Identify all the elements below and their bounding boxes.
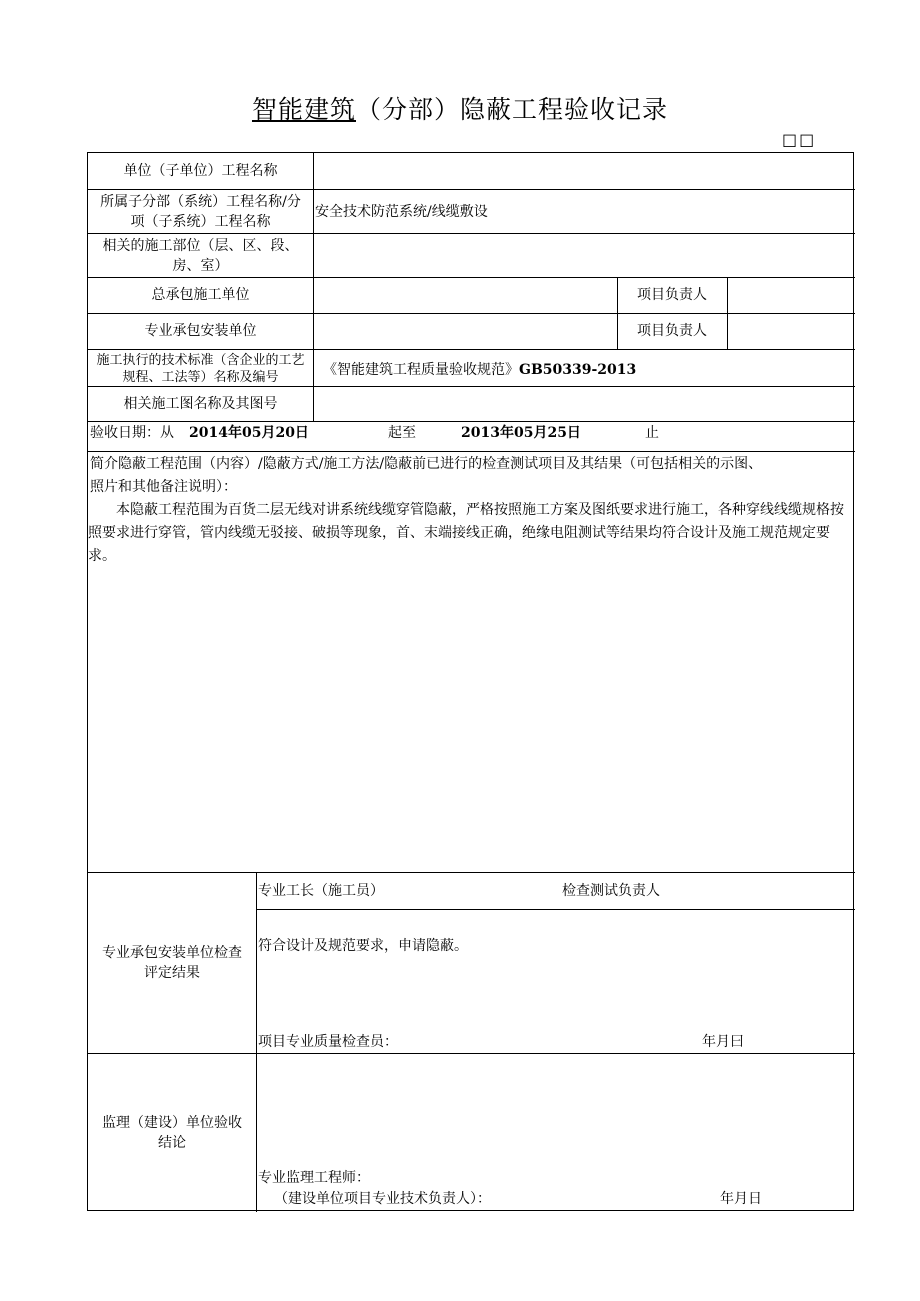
description-heading: 简介隐蔽工程范围（内容）/隐蔽方式/施工方法/隐蔽前已进行的检查测试项目及其结果（可包括相关的示图、 照片和其他备注说明）：: [90, 456, 763, 495]
tester-label: 检查测试负责人: [562, 883, 660, 899]
page-title: [0, 90, 920, 126]
standard-code: GB50339-2013: [519, 362, 637, 378]
standard-label-line1: 施工执行的技术标准（含企业的工艺: [96, 353, 305, 368]
sub-division-label-line1: 所属子分部（系统）工程名称/分: [100, 194, 301, 210]
acceptance-date-suffix: 止: [645, 425, 659, 441]
quality-inspector-label: 项目专业质量检查员：: [258, 1034, 398, 1050]
title-rest: （分部）隐蔽工程验收记录: [356, 95, 669, 124]
inspection-result[interactable]: 符合设计及规范要求，申请隐蔽。: [258, 938, 468, 954]
sub-division-label-line2: 项（子系统）工程名称: [130, 214, 271, 230]
general-contractor-pm-label: 项目负责人: [637, 287, 707, 303]
drawing-label: 相关施工图名称及其图号: [123, 396, 278, 412]
location-label-line1: 相关的施工部位（层、区、段、: [102, 238, 299, 254]
sub-division-label: [88, 192, 313, 232]
location-label-line2: 房、室）: [172, 258, 229, 274]
standard-name: 《智能建筑工程质量验收规范》: [323, 362, 519, 378]
standard-label: [88, 352, 313, 386]
inspection-date: 年月曰: [702, 1034, 744, 1050]
supervision-label-line2: 结论: [158, 1135, 186, 1151]
specialty-contractor-pm-label: 项目负责人: [637, 323, 707, 339]
standard-value[interactable]: [323, 360, 636, 380]
inspection-label: [88, 943, 256, 983]
location-label: [88, 236, 313, 276]
supervision-date: 年月日: [720, 1191, 762, 1207]
description-block: [88, 453, 855, 568]
acceptance-date-from[interactable]: 2014年05月20日: [189, 425, 309, 441]
description-body[interactable]: 本隐蔽工程范围为百货二层无线对讲系统线缆穿管隐蔽，严格按照施工方案及图纸要求进行施工，各种穿线线缆规格按照要求进行穿管，管内线缆无驳接、破损等现象，首、末端接线正确，绝缘电阻测试等结果均符合设计及施工规范规定要求。: [88, 502, 844, 564]
supervision-engineer-label: 专业监理工程师：: [258, 1170, 370, 1186]
inspection-label-line2: 评定结果: [144, 965, 200, 981]
specialty-contractor-label: 专业承包安装单位: [144, 323, 257, 339]
unit-project-label: 单位（子单位）工程名称: [123, 163, 278, 179]
title-domain: 智能建筑: [251, 95, 356, 124]
acceptance-date-to[interactable]: 2013年05月25日: [461, 425, 581, 441]
supervision-label-line1: 监理（建设）单位验收: [102, 1115, 242, 1131]
acceptance-form: [87, 152, 854, 1211]
supervision-label: [88, 1113, 256, 1153]
sub-division-value[interactable]: 安全技术防范系统/线缆敷设: [315, 204, 488, 220]
general-contractor-label: 总承包施工单位: [151, 287, 250, 303]
acceptance-date-mid: 起至: [388, 425, 416, 441]
owner-rep-label: （建设单位项目专业技术负责人）：: [274, 1191, 491, 1207]
form-code-box: □□: [782, 130, 817, 149]
standard-label-line2: 规程、工法等）名称及编号: [122, 370, 279, 385]
foreman-label: 专业工长（施工员）: [258, 883, 384, 899]
acceptance-date-prefix: 验收日期：从: [90, 425, 174, 441]
inspection-label-line1: 专业承包安装单位检查: [102, 945, 242, 961]
